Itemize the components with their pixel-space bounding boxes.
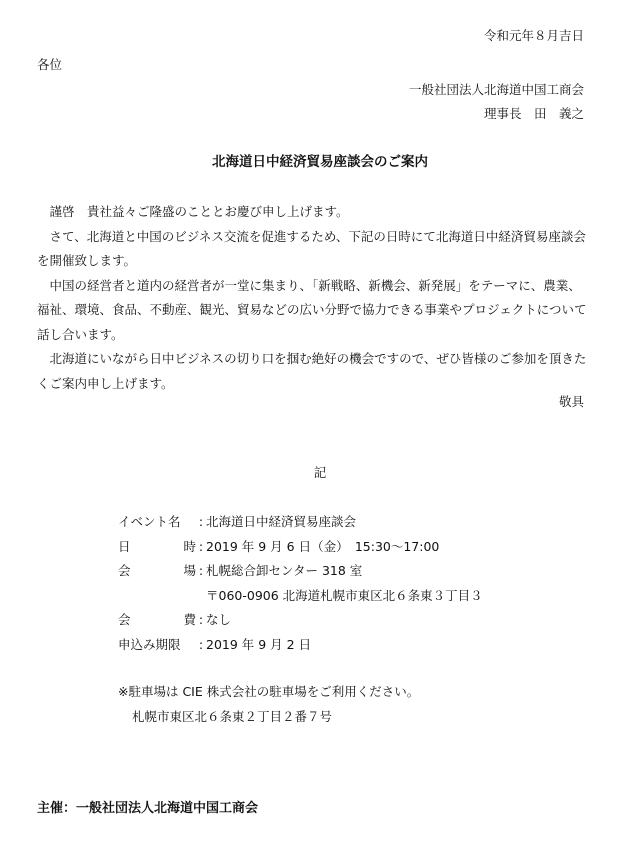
detail-label: 日 時 — [118, 538, 196, 554]
body-paragraph: 北海道にいながら日中ビジネスの切り口を掴む絶好の機会ですので、ぜひ皆様のご参加を頂きたくご案内申し上げます。 — [37, 351, 587, 391]
event-details — [118, 510, 483, 657]
body-paragraph: 謹啓 貴社益々ご隆盛のこととお慶び申し上げます。 — [37, 204, 349, 219]
addressee: 各位 — [37, 57, 63, 72]
closing-word: 敬具 — [558, 394, 584, 409]
parking-notes — [118, 680, 419, 729]
detail-separator: : — [198, 636, 204, 652]
letter-body — [37, 200, 593, 396]
body-paragraph: さて、北海道と中国のビジネス交流を促進するため、下記の日時にて北海道日中経済貿易座談会を開催致します。 — [37, 228, 586, 268]
parking-address: 札幌市東区北６条東２丁目２番７号 — [132, 708, 333, 724]
ki-marker: 記 — [313, 465, 327, 480]
sender-organization: 一般社団法人北海道中国工商会 — [408, 82, 584, 97]
detail-separator: : — [198, 612, 204, 627]
detail-value-fee: なし — [206, 612, 232, 627]
detail-value-venue: 札幌総合卸センター 318 室 — [206, 563, 363, 578]
detail-row-event — [118, 510, 483, 535]
organizer: 主催：一般社団法人北海道中国工商会 — [37, 801, 259, 816]
detail-value-datetime: 2019 年 9 月 6 日（金） 15:30〜17:00 — [206, 538, 440, 554]
detail-row-venue-address — [118, 584, 483, 609]
detail-value-event: 北海道日中経済貿易座談会 — [206, 514, 357, 529]
detail-label: 会 場 — [118, 563, 196, 578]
document-title: 北海道日中経済貿易座談会のご案内 — [212, 154, 428, 170]
detail-row-venue — [118, 559, 483, 584]
sender-representative: 理事長 田 義之 — [483, 106, 584, 121]
detail-label: イベント名 — [118, 514, 181, 529]
detail-value-deadline: 2019 年 9 月 2 日 — [206, 636, 312, 652]
body-paragraph: 中国の経営者と道内の経営者が一堂に集まり、「新戦略、新機会、新発展」をテーマに、農業、福祉、環境、食品、不動産、観光、貿易などの広い分野で協力できる事業やプロジェクトについて話し合います。 — [37, 277, 587, 342]
issue-date: 令和元年８月吉日 — [483, 28, 584, 43]
detail-row-datetime — [118, 535, 483, 560]
detail-label: 申込み期限 — [118, 636, 181, 652]
detail-row-fee — [118, 608, 483, 633]
detail-value-venue-address: 〒060-0906 北海道札幌市東区北６条東３丁目３ — [206, 587, 483, 603]
detail-row-deadline — [118, 633, 483, 658]
detail-separator: : — [198, 514, 204, 529]
detail-separator: : — [198, 538, 204, 554]
detail-separator: : — [198, 563, 204, 578]
detail-label: 会 費 — [118, 612, 196, 627]
parking-note: ※駐車場は CIE 株式会社の駐車場をご利用ください。 — [118, 684, 420, 699]
